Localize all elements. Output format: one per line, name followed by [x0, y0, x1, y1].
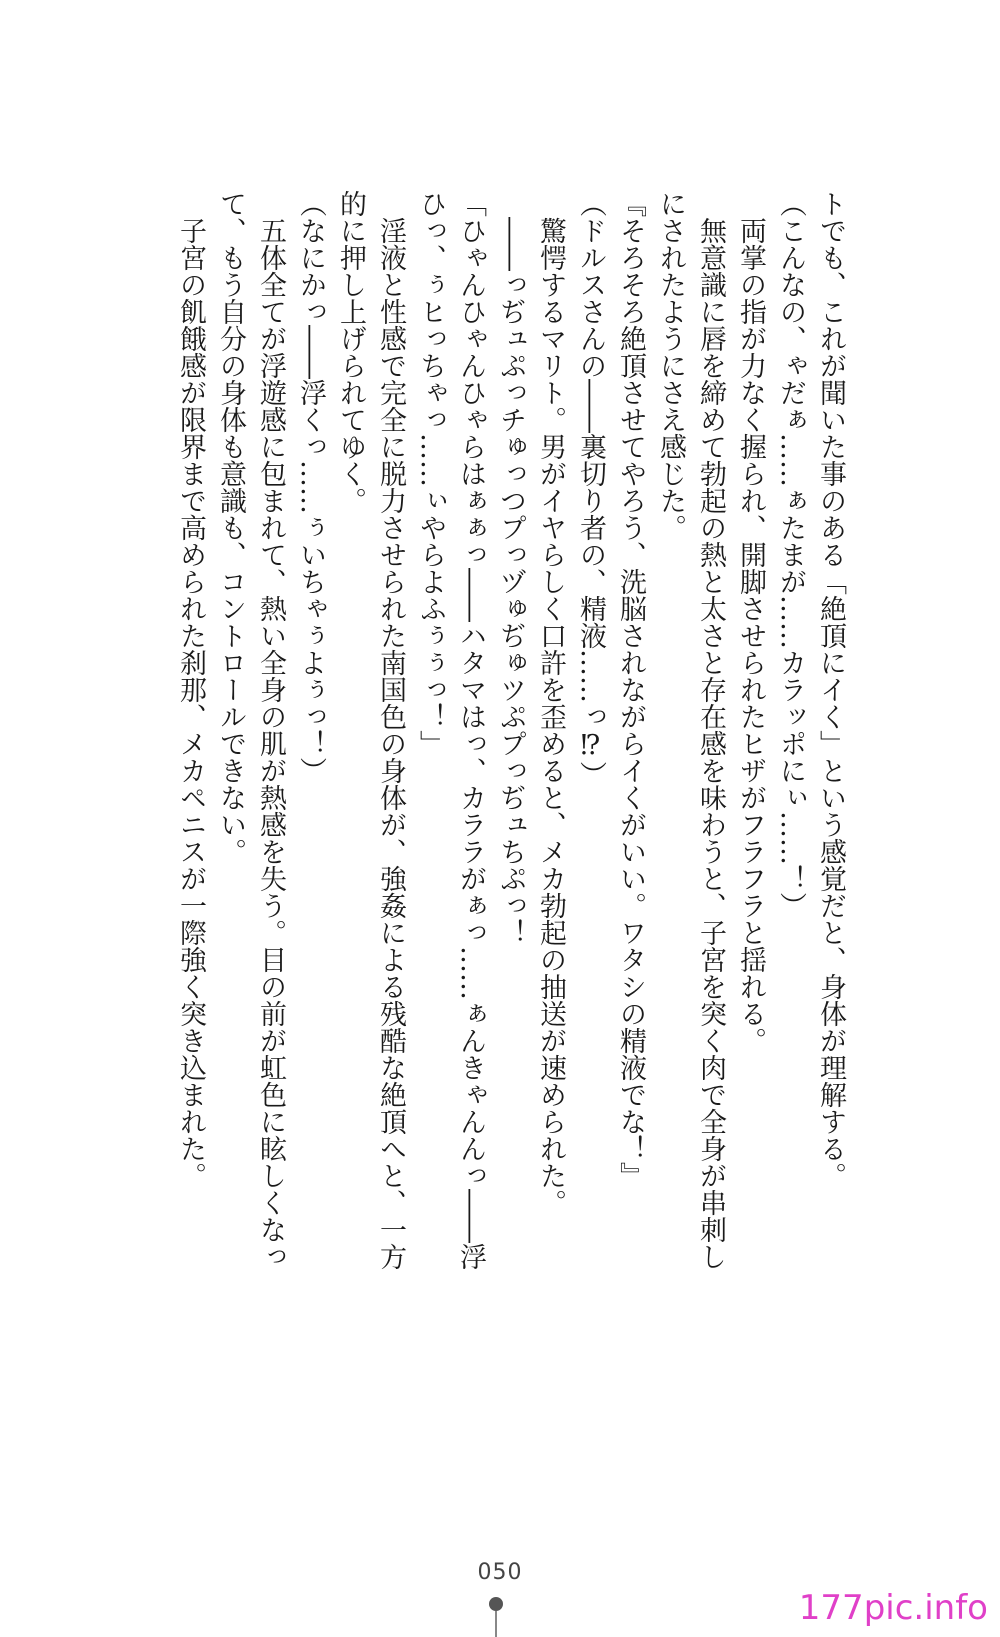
text-line: 『そろそろ絶頂させてやろう、洗脳されながらイくがいい。ワタシの精液でな！』: [615, 190, 646, 1189]
text-line: 五体全てが浮遊感に包まれて、熱い全身の肌が熱感を失う。目の前が虹色に眩しくなっ: [255, 217, 286, 1270]
page-number: 050: [477, 1560, 523, 1585]
text-line: にされたようにさえ感じた。: [655, 190, 686, 541]
text-line: （ドルスさんの――裏切り者の、精液……っ⁉）: [575, 190, 606, 788]
vertical-text-body: [175, 190, 850, 1330]
text-line: 無意識に唇を締めて勃起の熱と太さと存在感を味わうと、子宮を突く肉で全身が串刺し: [695, 217, 726, 1270]
text-line: 両掌の指が力なく握られ、開脚させられたヒザがフラフラと揺れる。: [735, 217, 766, 1054]
page-marker-rule: [495, 1611, 497, 1637]
text-line: トでも、これが聞いた事のある「絶頂にイく」という感覚だと、身体が理解する。: [815, 190, 846, 1189]
page-marker-dot: [489, 1597, 503, 1611]
text-line: ――っぢュぷっチゅっつプっヅゅぢゅツぷプっぢュちぷっ！: [495, 217, 526, 946]
text-line: ひっ、ぅヒっちゃっ……ぃやらよふぅぅっ！」: [415, 190, 446, 757]
text-line: て、もう自分の身体も意識も、コントロールできない。: [215, 190, 246, 865]
text-line: 「ひゃんひゃんひゃらはぁぁっ――ハタマはっ、カララがぁっ……ぁんきゃんんっ――浮: [455, 190, 486, 1270]
text-line: （こんなの、ゃだぁ……ぁたまが……カラッポにぃ……！）: [775, 190, 806, 919]
text-line: 驚愕するマリト。男がイヤらしく口許を歪めると、メカ勃起の抽送が速められた。: [535, 217, 566, 1216]
watermark: 177pic.info: [798, 1588, 988, 1628]
text-line: 的に押し上げられてゆく。: [335, 190, 366, 514]
text-line: 子宮の飢餓感が限界まで高められた刹那、メカペニスが一際強く突き込まれた。: [175, 217, 206, 1189]
text-line: 淫液と性感で完全に脱力させられた南国色の身体が、強姦による残酷な絶頂へと、一方: [375, 217, 406, 1270]
text-line: （なにかっ――浮くっ……ぅいちゃぅよぅっ！）: [295, 190, 326, 784]
